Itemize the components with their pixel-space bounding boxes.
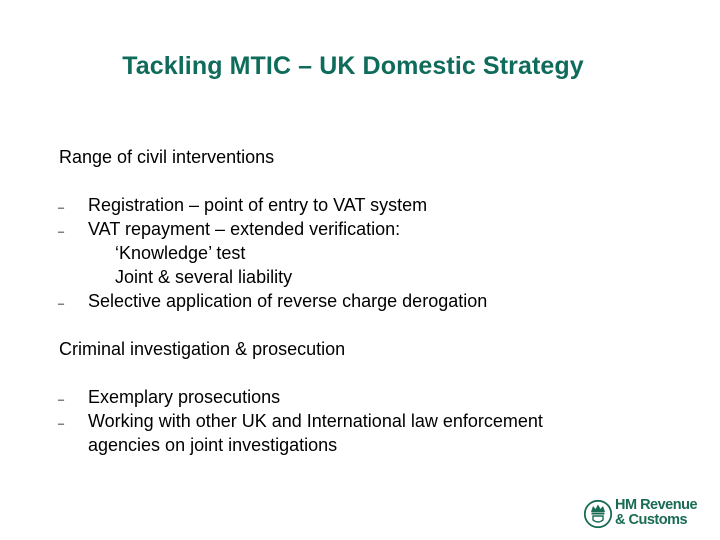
sub-list-item xyxy=(58,265,487,289)
list-item-text: Exemplary prosecutions xyxy=(88,387,281,407)
list-item xyxy=(58,217,487,241)
sub-list-item xyxy=(58,241,487,265)
list-item xyxy=(58,385,543,409)
section-heading-criminal: Criminal investigation & prosecution xyxy=(59,339,346,359)
slide-title: Tackling MTIC – UK Domestic Strategy xyxy=(122,52,584,80)
list-item xyxy=(58,193,487,217)
bullet-dash-icon: – xyxy=(58,418,65,430)
list-item-text: VAT repayment – extended verification: xyxy=(88,219,401,239)
criminal-investigation-list xyxy=(58,385,543,457)
section-heading-civil: Range of civil interventions xyxy=(59,147,275,167)
civil-interventions-list xyxy=(58,193,487,313)
logo-wordmark xyxy=(615,498,697,528)
hmrc-logo xyxy=(583,497,707,530)
list-item xyxy=(58,289,487,313)
list-item-text: Working with other UK and International law enforcement xyxy=(88,411,543,431)
bullet-dash-icon: – xyxy=(58,298,65,310)
list-item-continuation xyxy=(58,433,543,457)
logo-line-2: & Customs xyxy=(615,512,688,528)
list-item-text: Selective application of reverse charge derogation xyxy=(88,291,488,311)
list-item-text: ‘Knowledge’ test xyxy=(115,243,246,263)
list-item-text: Registration – point of entry to VAT system xyxy=(88,195,428,215)
list-item-text: Joint & several liability xyxy=(115,267,293,287)
bullet-dash-icon: – xyxy=(58,394,65,406)
bullet-dash-icon: – xyxy=(58,202,65,214)
crown-crest-icon xyxy=(583,497,613,530)
list-item xyxy=(58,409,543,433)
logo-line-1: HM Revenue xyxy=(615,497,698,513)
bullet-dash-icon: – xyxy=(58,226,65,238)
list-item-text: agencies on joint investigations xyxy=(88,435,338,455)
